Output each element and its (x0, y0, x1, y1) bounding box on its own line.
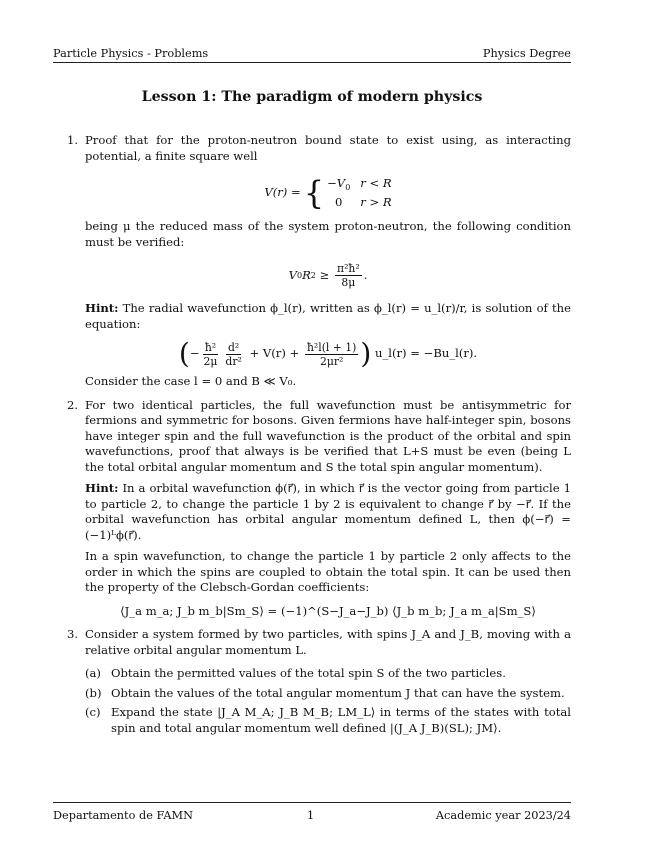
case1-value: −V (327, 176, 346, 190)
case2-value: 0 (334, 195, 343, 209)
footer-right: Academic year 2023/24 (435, 809, 571, 822)
header-rule (53, 62, 571, 63)
eq3-f3-num: ħ²l(l + 1) (306, 340, 357, 354)
problem-list (53, 133, 571, 736)
subitem-text: Obtain the values of the total angular momentum J that can have the system. (111, 685, 565, 700)
paren-open: ( (178, 337, 190, 370)
problem-3-intro: Consider a system formed by two particles, with spins J_A and J_B, moving with a relative orbital angular momentum L. (85, 627, 571, 657)
subitem-b (85, 686, 571, 702)
eq2-num: π²ħ² (336, 262, 360, 275)
eq3-f2-den: dr² (225, 354, 242, 368)
equation-potential (85, 173, 571, 212)
problem-2-text2: In a spin wavefunction, to change the particle 1 by particle 2 only affects to the order in which the spins are coupled to obtain the total spin. It can be used then the property of the Clebsch-Gordan coefficients: (85, 549, 571, 594)
problem-number: 2. (67, 397, 79, 412)
eq3-f1-den: 2μ (203, 354, 218, 368)
problem-1-hint (85, 301, 571, 332)
eq2-r: R (302, 267, 311, 282)
minus-sign: − (189, 346, 200, 361)
equation-clebsch-gordan: ⟨J_a m_a; J_b m_b|Sm_S⟩ = (−1)^(S−J_a−J_b) ⟨J_b m_b; J_a m_a|Sm_S⟩ (120, 603, 536, 618)
problem-2-hint (85, 481, 571, 543)
equation-radial (85, 337, 571, 370)
subitem-c (85, 705, 571, 736)
subitem-text: Expand the state |J_A M_A; J_B M_B; LM_L⟩ in terms of the states with total spin and total angular momentum well defined |(J_A J_B)(SL); JM⟩. (111, 705, 571, 735)
subitem-text: Obtain the permitted values of the total spin S of the two particles. (111, 666, 506, 680)
left-brace: { (303, 173, 325, 212)
eq3-f3-den: 2μr² (319, 354, 344, 368)
case2-cond: r > R (360, 195, 392, 209)
footer-rule (53, 802, 571, 803)
hint-label: Hint: (85, 481, 119, 495)
lesson-title: Lesson 1: The paradigm of modern physics (141, 89, 483, 105)
subitem-label: (a) (85, 666, 101, 680)
subitem-label: (b) (85, 685, 102, 700)
page-number: 1 (307, 809, 315, 822)
eq2-op: ≥ (315, 267, 333, 282)
eq3-frac2 (223, 341, 243, 368)
eq3-frac1 (202, 341, 220, 368)
header-left: Particle Physics - Problems (53, 47, 209, 60)
eq2-end: . (363, 267, 368, 282)
problem-2 (53, 398, 571, 620)
header-right: Physics Degree (482, 47, 571, 60)
paren-close: ) (360, 337, 372, 370)
subitem-label: (c) (85, 705, 101, 719)
eq3-mid: + V(r) + (245, 346, 303, 361)
problem-1 (53, 133, 571, 390)
eq3-rhs: u_l(r) = −Bu_l(r). (371, 346, 478, 361)
eq2-sub: 0 (296, 270, 303, 280)
case1-sub: 0 (345, 183, 351, 192)
eq2-sup: 2 (310, 270, 316, 280)
eq3-f1-num: ħ² (204, 340, 217, 354)
equation-condition (85, 262, 571, 289)
hint-text: The radial wavefunction ϕ_l(r), written as ϕ_l(r) = u_l(r)/r, is solution of the equation: (85, 301, 571, 331)
problem-2-intro: For two identical particles, the full wavefunction must be antisymmetric for fermions and symmetric for bosons. Given fermions have half-integer spin, bosons have integer spin and the full wavefunction is the product of the orbital and spin wavefunctions, proof that always is be verified that L+S must be even (being L the total orbital angular momentum and S the total spin angular momentum). (85, 397, 571, 474)
problem-number: 1. (67, 133, 79, 147)
eq2-v: V (288, 267, 297, 282)
eq2-den: 8μ (341, 276, 356, 289)
problem-1-text2: being μ the reduced mass of the system proton-neutron, the following condition must be verified: (85, 219, 571, 249)
page-header (53, 46, 571, 62)
subitem-a (85, 666, 571, 682)
eq3-frac3 (305, 341, 358, 368)
hint-label: Hint: (85, 301, 119, 315)
eq3-f2-num: d² (228, 340, 240, 354)
eq2-fraction (335, 262, 362, 289)
footer-left: Departamento de FAMN (53, 809, 193, 822)
cases (327, 176, 392, 209)
page-footer (53, 808, 571, 824)
eq-lhs: V(r) = (264, 184, 301, 199)
problem-number: 3. (67, 627, 79, 641)
hint-text: In a orbital wavefunction ϕ(r⃗), in which r⃗ is the vector going from particle 1 to particle 2, to change the particle 1 by 2 is equivalent to change r⃗ by −r⃗. If the orbital wavefunction has orbital angular momentum defined L, then ϕ(−r⃗) = (−1)ᴸϕ(r⃗). (85, 481, 571, 542)
problem-1-intro: Proof that for the proton-neutron bound state to exist using, as interacting potential, a finite square well (85, 133, 571, 163)
problem-1-consider: Consider the case l = 0 and B ≪ V₀. (85, 374, 297, 388)
problem-3 (53, 627, 571, 736)
case1-cond: r < R (360, 176, 392, 190)
